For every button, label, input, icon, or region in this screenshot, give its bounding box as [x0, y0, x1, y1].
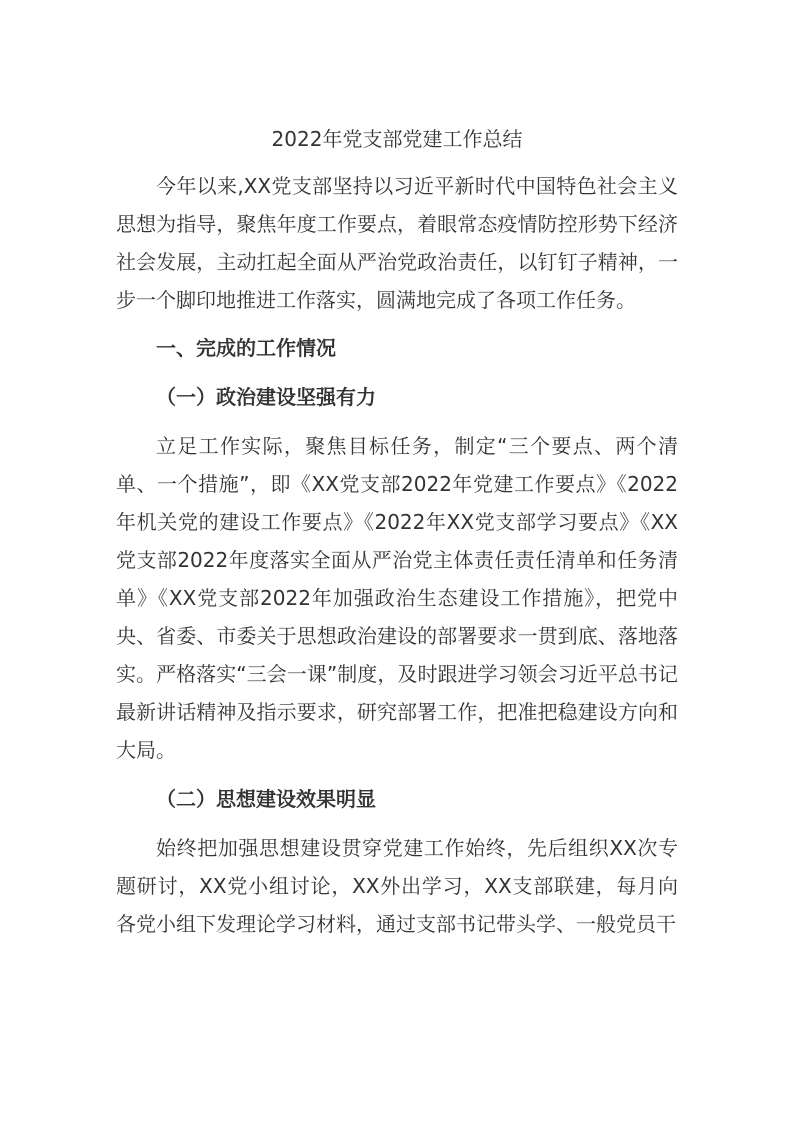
subsection-heading-2: （二）思想建设效果明显 — [156, 787, 376, 811]
document-body — [116, 118, 678, 943]
subsection-heading-1: （一）政治建设坚强有力 — [156, 385, 376, 409]
document-title: 2022年党支部党建工作总结 — [271, 127, 523, 151]
subsection-1-paragraph: 立足工作实际，聚焦目标任务，制定“三个要点、两个清单、一个措施”，即《XX党支部2022年党建工作要点》《2022年机关党的建设工作要点》《2022年XX党支部学习要点》《XX党支部2022年度落实全面从严治党主体责任责任清单和任务清单》《XX党支部2022年加强政治生态建设工作措施》，把党中央、省委、市委关于思想政治建设的部署要求一贯到底、落地落实。严格落实“三会一课”制度，及时跟进学习领会习近平总书记最新讲话精神及指示要求，研究部署工作，把准把稳建设方向和大局。 — [116, 434, 678, 762]
section-heading-1: 一、完成的工作情况 — [156, 336, 336, 360]
subsection-2-paragraph: 始终把加强思想建设贯穿党建工作始终，先后组织XX次专题研讨，XX党小组讨论，XX外出学习，XX支部联建，每月向各党小组下发理论学习材料，通过支部书记带头学、一般党员干 — [116, 836, 678, 936]
intro-paragraph: 今年以来,XX党支部坚持以习近平新时代中国特色社会主义思想为指导，聚焦年度工作要点，着眼常态疫情防控形势下经济社会发展，主动扛起全面从严治党政治责任，以钉钉子精神，一步一个脚印地推进工作落实，圆满地完成了各项工作任务。 — [116, 174, 678, 312]
